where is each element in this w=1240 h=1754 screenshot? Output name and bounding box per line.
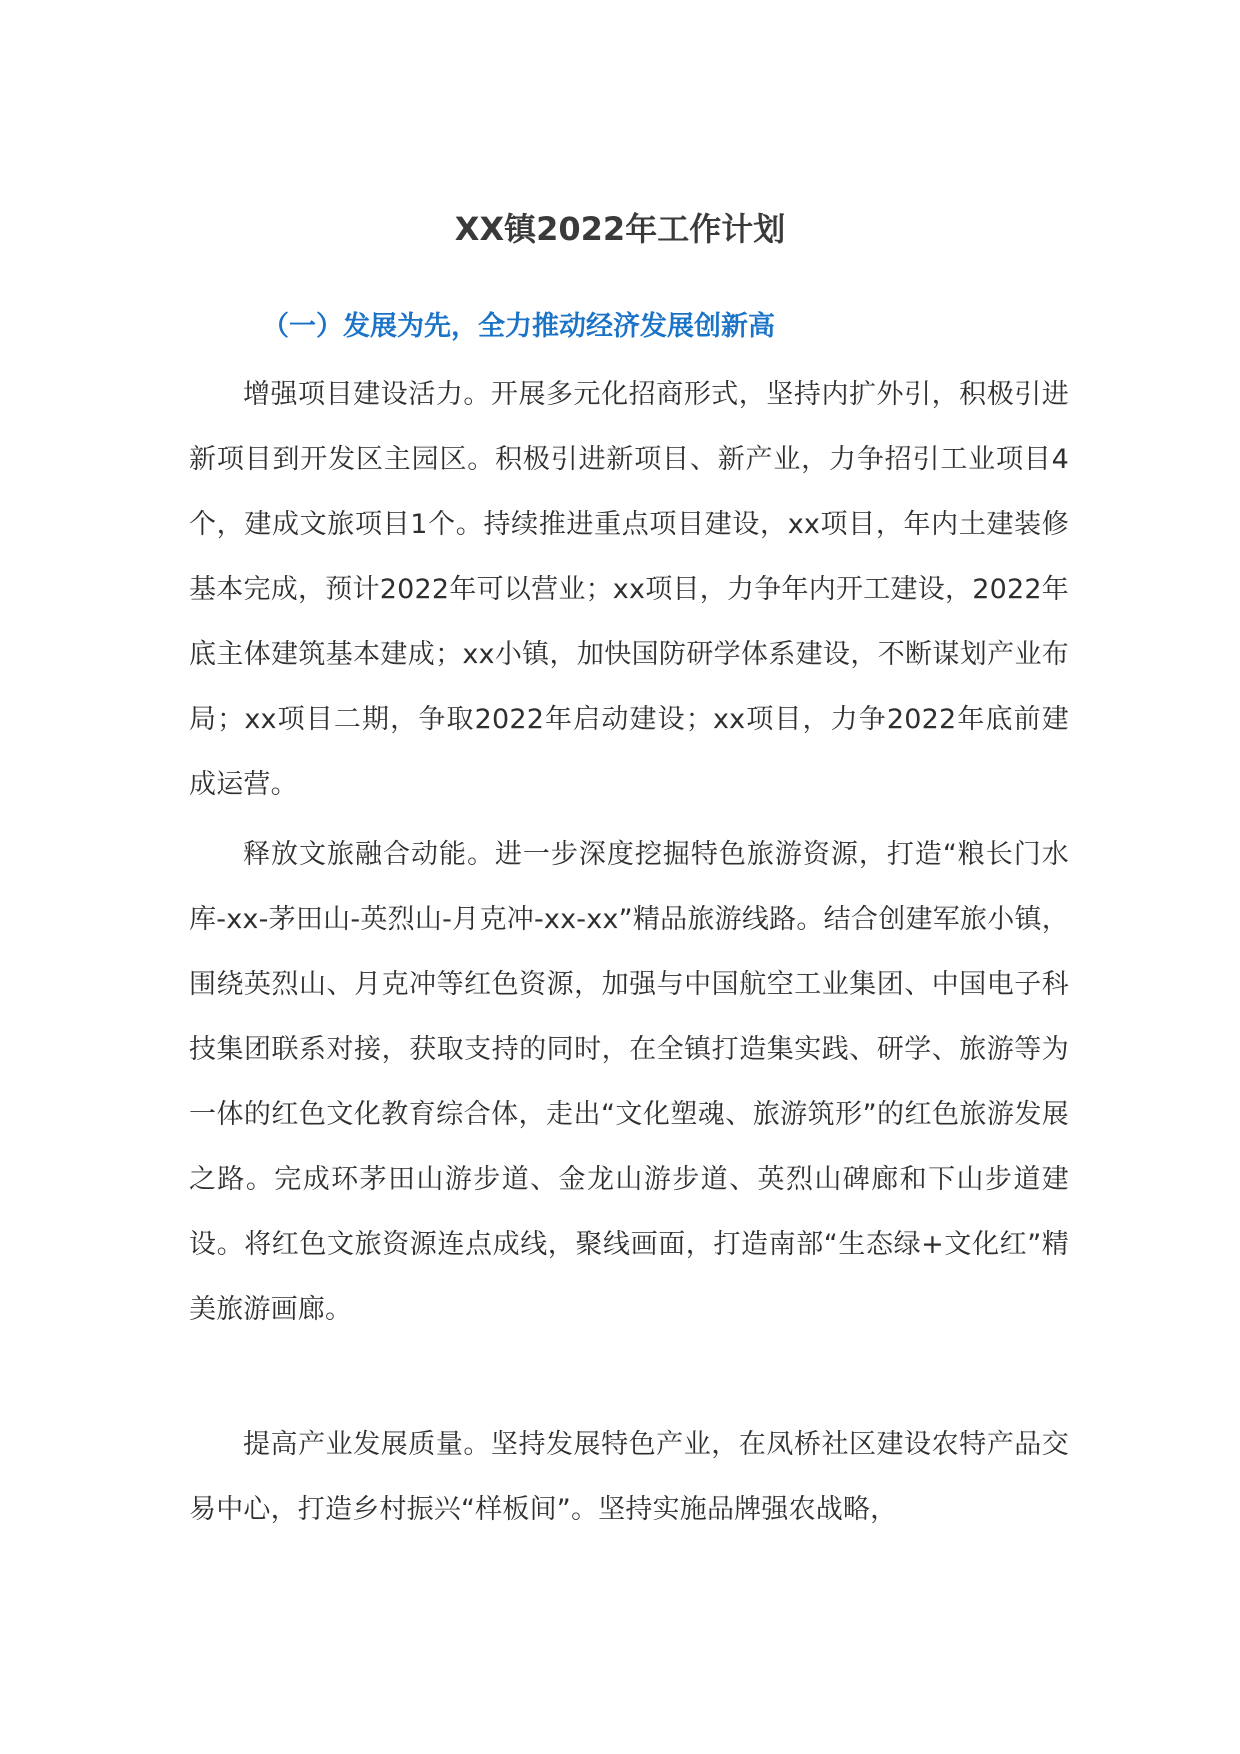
section-heading: （一）发展为先，全力推动经济发展创新高: [262, 311, 775, 342]
paragraph-project-construction: 增强项目建设活力。开展多元化招商形式，坚持内扩外引，积极引进新项目到开发区主园区。积极引进新项目、新产业，力争招引工业项目4个，建成文旅项目1个。持续推进重点项目建设，xx项目，年内土建装修基本完成，预计2022年可以营业；xx项目，力争年内开工建设，2022年底主体建筑基本建成；xx小镇，加快国防研学体系建设，不断谋划产业布局；xx项目二期，争取2022年启动建设；xx项目，力争2022年底前建成运营。: [189, 379, 1069, 800]
paragraph-culture-tourism: 释放文旅融合动能。进一步深度挖掘特色旅游资源，打造“粮长门水库-xx-茅田山-英烈山-月克冲-xx-xx”精品旅游线路。结合创建军旅小镇，围绕英烈山、月克冲等红色资源，加强与中国航空工业集团、中国电子科技集团联系对接，获取支持的同时，在全镇打造集实践、研学、旅游等为一体的红色文化教育综合体，走出“文化塑魂、旅游筑形”的红色旅游发展之路。完成环茅田山游步道、金龙山游步道、英烈山碑廊和下山步道建设。将红色文旅资源连点成线，聚线画面，打造南部“生态绿+文化红”精美旅游画廊。: [189, 839, 1069, 1325]
document-title: XX镇2022年工作计划: [454, 210, 786, 248]
paragraph-industry-quality: 提高产业发展质量。坚持发展特色产业，在凤桥社区建设农特产品交易中心，打造乡村振兴“样板间”。坚持实施品牌强农战略，: [189, 1429, 1069, 1525]
